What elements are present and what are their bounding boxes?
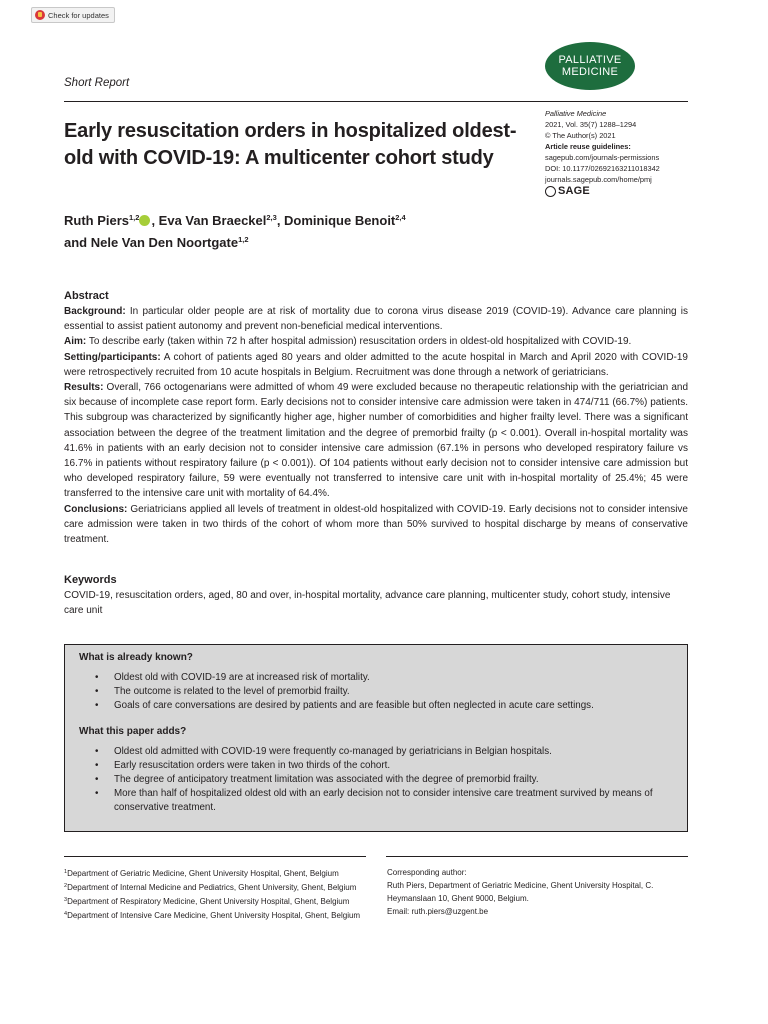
background-text: In particular older people are at risk of mortality due to corona virus disease 2019 (COVID-19). Advance care planning is essential to assist patient autonomy and prevent non-beneficial medical interventions. <box>64 306 688 333</box>
affiliation-text: Department of Geriatric Medicine, Ghent University Hospital, Ghent, Belgium <box>67 869 339 878</box>
journal-logo <box>545 42 635 90</box>
header-divider <box>64 101 688 102</box>
affiliation-number: 2 <box>64 883 68 889</box>
known-list <box>79 671 673 714</box>
journal-info <box>545 108 695 197</box>
key-points-box <box>64 644 688 832</box>
abstract-conclusions <box>64 502 688 548</box>
check-updates-icon <box>35 10 45 20</box>
setting-label: Setting/participants: <box>64 351 161 363</box>
reuse-link[interactable]: sagepub.com/journals-permissions <box>545 153 660 162</box>
adds-list <box>79 745 673 816</box>
affiliation-text: Department of Intensive Care Medicine, Ghent University Hospital, Ghent, Belgium <box>67 911 361 920</box>
conclusions-label: Conclusions: <box>64 503 128 515</box>
author-3[interactable]: , Dominique Benoit <box>276 213 396 228</box>
corresponding-text: Ruth Piers, Department of Geriatric Medicine, Ghent University Hospital, C. Heymanslaan 10, Ghent 9000, Belgium. <box>387 881 654 903</box>
corresponding-divider <box>386 856 688 857</box>
journal-link[interactable]: journals.sagepub.com/home/pmj <box>545 175 652 184</box>
corresponding-email[interactable]: Email: ruth.piers@uzgent.be <box>387 907 489 916</box>
publisher-logo <box>545 186 695 197</box>
adds-heading: What this paper adds? <box>79 725 187 737</box>
author-1-affil: 1,2 <box>129 213 140 222</box>
article-type: Short Report <box>64 77 130 89</box>
affiliation-number: 4 <box>64 911 68 917</box>
affiliation-number: 1 <box>64 869 68 875</box>
abstract-background <box>64 304 688 334</box>
corresponding-label: Corresponding author: <box>387 868 467 877</box>
affiliation-item <box>64 880 374 894</box>
sage-icon <box>545 186 556 197</box>
abstract-setting <box>64 350 688 380</box>
abstract-results <box>64 380 688 502</box>
affiliation-item <box>64 866 374 880</box>
journal-volume: 2021, Vol. 35(7) 1288–1294 <box>545 120 637 129</box>
check-for-updates-badge[interactable] <box>31 7 115 23</box>
keywords-heading: Keywords <box>64 574 117 586</box>
author-list <box>64 208 544 252</box>
list-item: • More than half of hospitalized oldest old with an early decision not to consider intensive care treatment survived by means of conservative treatment. <box>79 787 673 815</box>
background-label: Background: <box>64 306 126 317</box>
check-updates-label: Check for updates <box>48 10 109 20</box>
publisher-name: SAGE <box>558 185 590 197</box>
orcid-icon[interactable] <box>139 215 150 226</box>
results-text: Overall, 766 octogenarians were admitted of whom 49 were excluded because no therapeutic relationship with the geriatrician and six because of incomplete case report form. Early decisions not to consider intensive care admission were taken in 474/711 (66.7%) patients. This subgroup was characterized by significantly higher age, higher number of comorbidities and higher frailty level. There was a significant association between the degree of the treatment limitation and the degree of premorbid frailty (p < 0.001). Overall in-hospital mortality was 41.6% in patients with an early decision not to consider intensive care admission (67.1% in persons who developed respiratory failure vs 16.7% in patients without respiratory failure (p < 0.001)). Of 104 patients without early decision not to consider intensive care admission but who developed respiratory failure, 59 were eventually not transferred to intensive care unit with in-hospital mortality of 25.4%; 45 were transferred to the intensive care unit with mortality of 64.4%. <box>64 382 688 500</box>
logo-line-1: PALLIATIVE <box>558 54 622 66</box>
list-item: • Goals of care conversations are desired by patients and are feasible but often neglected in acute care settings. <box>79 699 673 713</box>
affiliation-number: 3 <box>64 897 68 903</box>
article-title: Early resuscitation orders in hospitalized oldest-old with COVID-19: A multicenter cohort study <box>64 120 517 169</box>
journal-name: Palliative Medicine <box>545 109 607 118</box>
list-item: • Oldest old with COVID-19 are at increased risk of mortality. <box>79 671 673 685</box>
aim-text: To describe early (taken within 72 h after hospital admission) resuscitation orders in oldest-old hospitalized with COVID-19. <box>86 336 632 348</box>
abstract-aim <box>64 334 688 349</box>
affiliation-item <box>64 894 374 908</box>
keywords-section <box>64 572 688 618</box>
abstract-section <box>64 288 688 547</box>
list-item: • Early resuscitation orders were taken in two thirds of the cohort. <box>79 759 673 773</box>
known-heading: What is already known? <box>79 652 193 663</box>
list-item: • Oldest old admitted with COVID-19 were frequently co-managed by geriatricians in Belgian hospitals. <box>79 745 673 759</box>
author-3-affil: 2,4 <box>395 213 406 222</box>
journal-copyright: © The Author(s) 2021 <box>545 131 616 140</box>
setting-text: A cohort of patients aged 80 years and older admitted to the acute hospital in March and April 2020 with COVID-19 were retrospectively recruited from 10 acute hospitals in Belgium. Recruitment was done through a network of geriatricians. <box>64 351 688 378</box>
affiliations <box>64 866 374 922</box>
author-4-affil: 1,2 <box>238 235 249 244</box>
corresponding-author <box>387 866 687 918</box>
author-1[interactable]: Ruth Piers <box>64 213 130 228</box>
doi-link[interactable]: DOI: 10.1177/02692163211018342 <box>545 164 660 173</box>
author-2[interactable]: , Eva Van Braeckel <box>151 213 267 228</box>
abstract-heading: Abstract <box>64 290 109 302</box>
aim-label: Aim: <box>64 336 87 348</box>
author-4[interactable]: and Nele Van Den Noortgate <box>64 235 239 250</box>
conclusions-text: Geriatricians applied all levels of treatment in oldest-old hospitalized with COVID-19. Early decisions not to consider intensive care admission were taken in two thirds of the cohort of whom more than 50% survived to hospital discharge by means of conservative treatment. <box>64 503 688 546</box>
results-label: Results: <box>64 382 104 394</box>
author-2-affil: 2,3 <box>266 213 277 222</box>
list-item: • The outcome is related to the level of premorbid frailty. <box>79 685 673 699</box>
keywords-text: COVID-19, resuscitation orders, aged, 80 and over, in-hospital mortality, advance care planning, multicenter study, cohort study, intensive care unit <box>64 590 671 617</box>
affiliation-text: Department of Internal Medicine and Pediatrics, Ghent University, Ghent, Belgium <box>67 883 357 892</box>
affiliations-divider <box>64 856 366 857</box>
affiliation-text: Department of Respiratory Medicine, Ghent University Hospital, Ghent, Belgium <box>67 897 350 906</box>
affiliation-item <box>64 908 374 922</box>
reuse-label: Article reuse guidelines: <box>545 142 631 151</box>
list-item: • The degree of anticipatory treatment limitation was associated with the degree of premorbid frailty. <box>79 773 673 787</box>
logo-line-2: MEDICINE <box>561 66 619 78</box>
